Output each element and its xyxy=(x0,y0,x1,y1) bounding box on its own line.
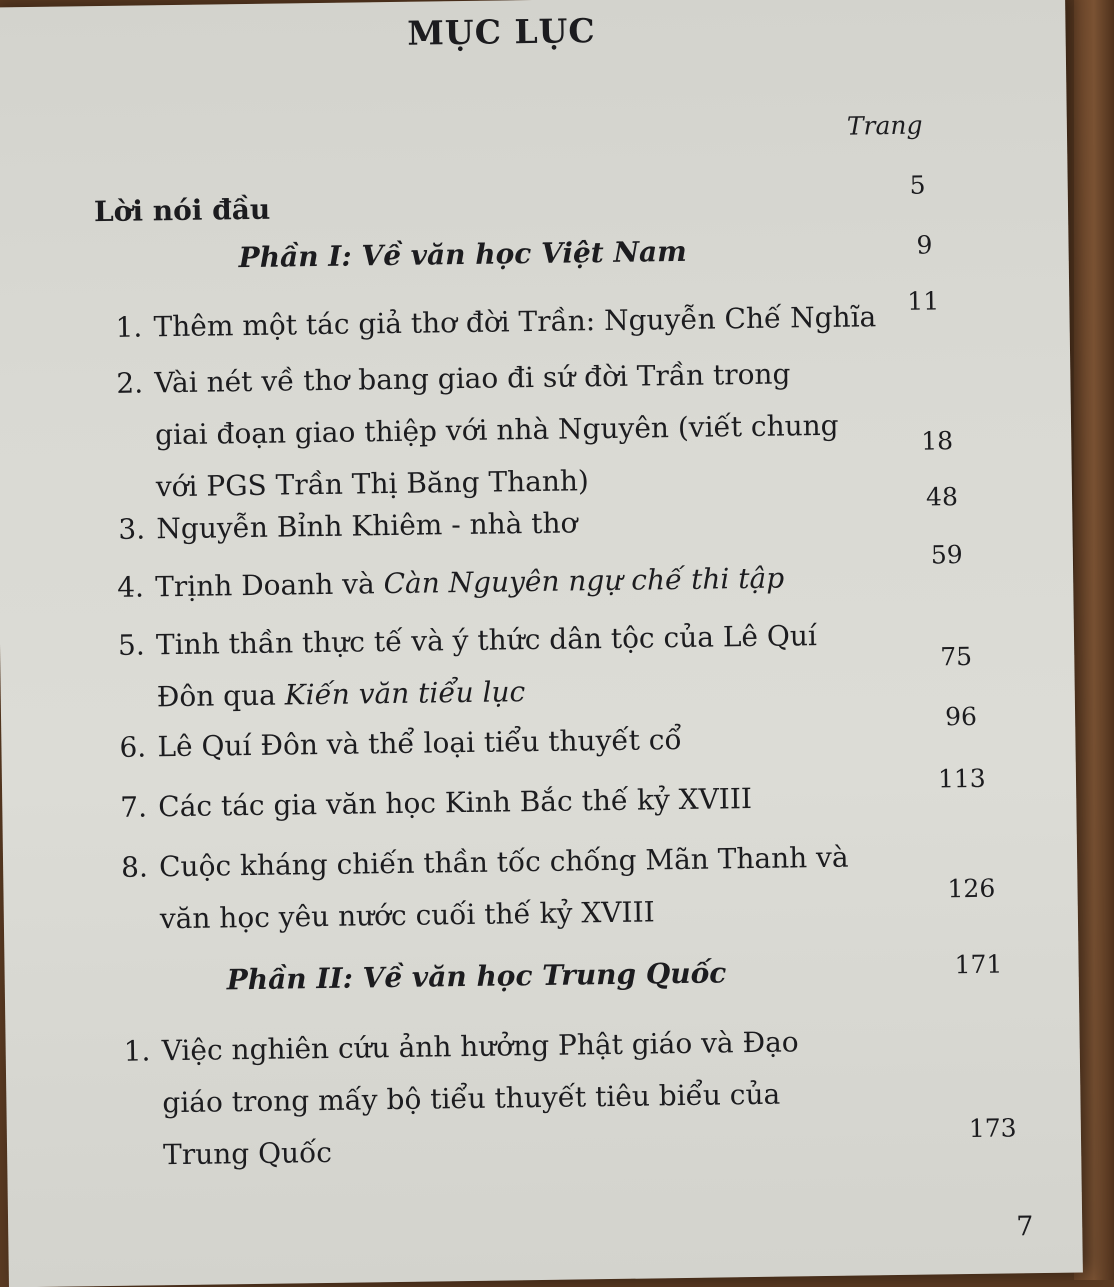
entry-title: Cuộc kháng chiến thần tốc chống Mãn Thanh và xyxy=(158,840,849,884)
toc-intro-page: 5 xyxy=(909,170,926,200)
entry-title: Thêm một tác giả thơ đời Trần: Nguyễn Chế Nghĩa xyxy=(153,300,877,344)
part2-heading: Phần II: Về văn học Trung Quốc xyxy=(226,956,727,997)
entry-title-cont: giai đoạn giao thiệp với nhà Nguyên (viết chung xyxy=(154,408,839,452)
entry-title-cont: Đôn qua xyxy=(156,678,285,714)
toc-entry xyxy=(118,497,578,555)
page-number: 7 xyxy=(1016,1211,1034,1243)
toc-intro xyxy=(94,184,271,238)
entry-number: 5. xyxy=(117,628,145,662)
entry-title-cont: với PGS Trần Thị Băng Thanh) xyxy=(155,464,590,504)
entry-title: Tinh thần thực tế và ý thức dân tộc của Lê Quí xyxy=(155,619,818,662)
toc-intro-title: Lời nói đầu xyxy=(93,192,271,229)
toc-entry xyxy=(120,773,752,834)
toc-entry xyxy=(123,1016,800,1181)
toc-entry xyxy=(115,291,876,354)
toc-entry xyxy=(116,348,840,514)
entry-number: 2. xyxy=(116,366,144,400)
part1-page: 9 xyxy=(916,230,933,260)
entry-title: Việc nghiên cứu ảnh hưởng Phật giáo và Đạo xyxy=(161,1025,799,1068)
entry-title: Các tác gia văn học Kinh Bắc thế kỷ XVIII xyxy=(158,782,753,824)
page-column-label: Trang xyxy=(846,110,923,141)
entry-number: 6. xyxy=(119,730,147,764)
entry-title: Nguyễn Bỉnh Khiêm - nhà thơ xyxy=(156,506,578,546)
entry-title-cont: Trung Quốc xyxy=(162,1135,333,1172)
entry-title: Trịnh Doanh và xyxy=(154,567,384,604)
entry-page: 96 xyxy=(944,701,978,732)
entry-title-italic: Kiến văn tiểu lục xyxy=(284,675,526,712)
entry-page: 48 xyxy=(925,482,959,512)
toc-entry xyxy=(121,832,850,946)
entry-page: 173 xyxy=(968,1113,1017,1144)
entry-page: 11 xyxy=(907,286,940,316)
part2-page: 171 xyxy=(954,949,1003,980)
part1-heading: Phần I: Về văn học Việt Nam xyxy=(238,234,688,275)
entry-title-italic: Càn Nguyên ngự chế thi tập xyxy=(383,561,785,601)
entry-number: 3. xyxy=(118,512,146,546)
toc-entry xyxy=(118,610,818,724)
entry-number: 8. xyxy=(120,850,149,884)
page-title: MỤC LỤC xyxy=(407,11,596,53)
entry-page: 75 xyxy=(940,641,973,672)
entry-number: 1. xyxy=(115,310,143,344)
toc-entry xyxy=(117,553,785,614)
entry-title: Vài nét về thơ bang giao đi sứ đời Trần trong xyxy=(154,357,791,400)
entry-title: Lê Quí Đôn và thể loại tiểu thuyết cổ xyxy=(157,722,682,764)
entry-number: 4. xyxy=(116,570,145,604)
entry-number: 1. xyxy=(123,1034,151,1068)
entry-title-cont: giáo trong mấy bộ tiểu thuyết tiêu biểu của xyxy=(162,1077,781,1120)
entry-page: 126 xyxy=(947,873,996,904)
entry-title-cont: văn học yêu nước cuối thế kỷ XVIII xyxy=(159,895,655,936)
entry-page: 59 xyxy=(930,540,963,570)
entry-number: 7. xyxy=(120,790,148,824)
toc-entry xyxy=(119,714,682,774)
entry-page: 113 xyxy=(937,763,986,794)
entry-page: 18 xyxy=(921,426,954,456)
